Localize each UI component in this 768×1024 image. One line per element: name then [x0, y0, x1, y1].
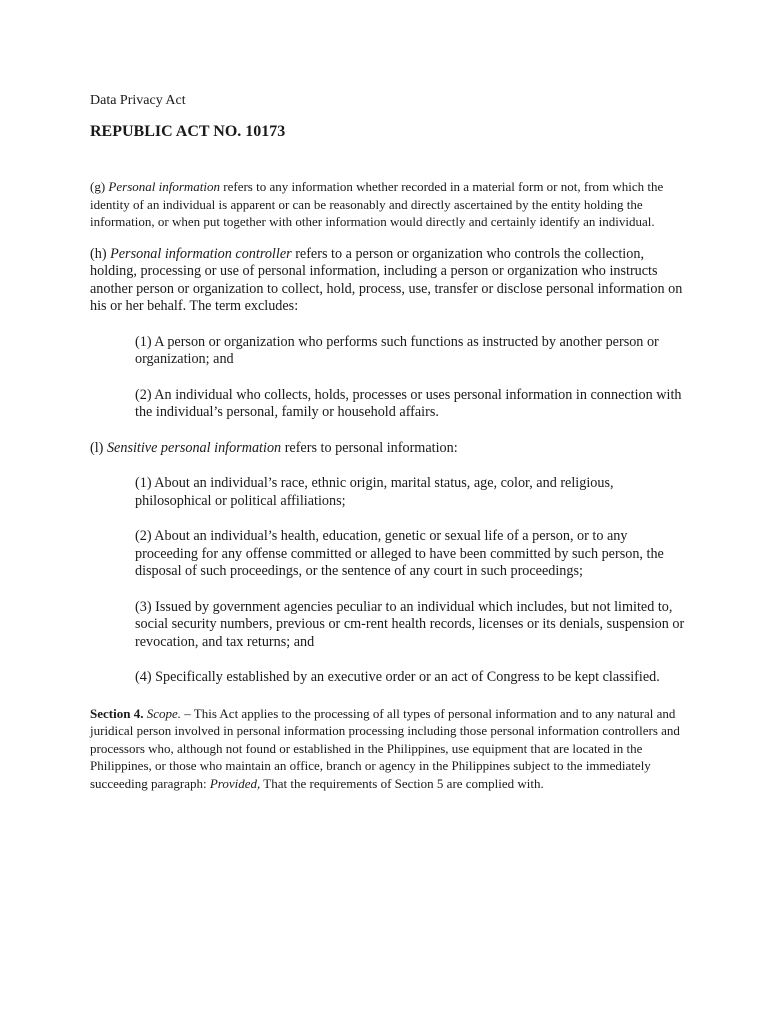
definition-g-term: Personal information [108, 179, 221, 194]
definition-l-item-2: (2) About an individual’s health, education, genetic or sexual life of a person, or to any proceeding for any offense committed or alleged to have been committed by such person, the disposal of such proceedings, or the sentence of any court in such proceedings; [135, 528, 664, 579]
definition-g-prefix: (g) [90, 179, 109, 194]
section-4-text: – This Act applies to the processing of all types of personal information and to any natural and juridical person involved in personal information processing including those personal information controllers and processors who, although not found or established in the Philippines, use equipment that are located in the Philippines, or those who maintain an office, branch or agency in the Philippines subject to the immediately succeeding paragraph: [90, 705, 680, 791]
definition-g [90, 178, 690, 231]
definition-h-item-2: (2) An individual who collects, holds, processes or uses personal information in connection with the individual’s personal, family or household affairs. [135, 386, 682, 420]
definition-h-prefix: (h) [90, 245, 111, 262]
act-heading: REPUBLIC ACT NO. 10173 [90, 123, 286, 140]
section-4-text-end: That the requirements of Section 5 are complied with. [260, 775, 544, 791]
definition-l-text: refers to personal information: [281, 439, 458, 456]
definition-l-item-1: (1) About an individual’s race, ethnic origin, marital status, age, color, and religious, philosophical or political affiliations; [135, 475, 614, 509]
definition-l [90, 440, 690, 458]
section-4-title: Scope. [146, 705, 181, 721]
definition-l-term: Sensitive personal information [106, 439, 282, 456]
definition-h-term: Personal information controller [110, 245, 292, 262]
definition-l-prefix: (l) [90, 439, 107, 456]
definition-l-item-3: (3) Issued by government agencies peculiar to an individual which includes, but not limited to, social security numbers, previous or cm-rent health records, licenses or its denials, suspension or revocation, and tax returns; and [135, 598, 685, 650]
section-4 [90, 705, 690, 793]
document-title: Data Privacy Act [90, 93, 186, 108]
definition-g-text: refers to any information whether recorded in a material form or not, from which the identity of an individual is apparent or can be reasonably and directly ascertained by the entity holding the information, or when put together with other information would directly and certainly identify an individual. [90, 179, 664, 229]
definition-h-text: refers to a person or organization who controls the collection, holding, processing or use of personal information, including a person or organization who instructs another person or organization to collect, hold, process, use, transfer or disclose personal information on his or her behalf. The term excludes: [90, 245, 683, 314]
definition-h-item-1: (1) A person or organization who performs such functions as instructed by another person or organization; and [135, 333, 659, 367]
definition-l-item-4: (4) Specifically established by an executive order or an act of Congress to be kept classified. [135, 669, 660, 685]
section-4-provided: Provided, [209, 775, 261, 791]
document-page [90, 92, 690, 807]
definition-h [90, 246, 690, 316]
section-4-label: Section 4. [90, 705, 144, 721]
